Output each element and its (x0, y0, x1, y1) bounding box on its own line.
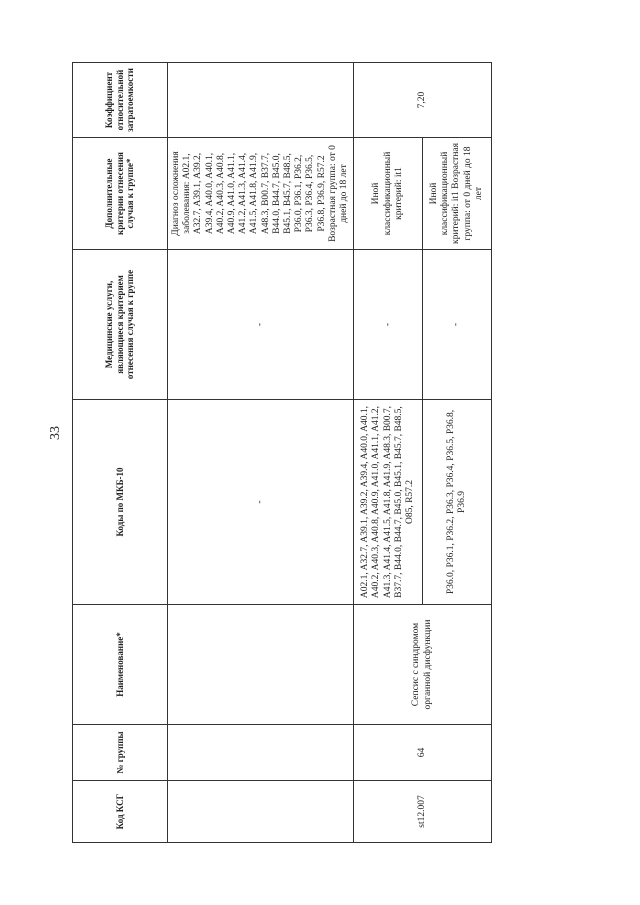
cell-group-no (168, 725, 354, 781)
header-name: Наименование* (73, 605, 168, 725)
header-icd-codes: Коды по МКБ-10 (73, 400, 168, 605)
table-row (168, 63, 354, 843)
header-group-no: № группы (73, 725, 168, 781)
page-number: 33 (48, 426, 63, 440)
cell-services: - (168, 250, 354, 400)
cell-group-no: 64 (354, 725, 492, 781)
header-services: Медицинские услуги, являющиеся критерием отнесения случая к группе (73, 250, 168, 400)
table-row (354, 63, 423, 843)
cell-services: - (423, 250, 492, 400)
cell-icd-codes: - (168, 400, 354, 605)
header-code: Код КСГ (73, 781, 168, 843)
cell-name: Сепсис с синдромом органной дисфункции (354, 605, 492, 725)
header-extra-criteria: Дополнительные критерии отнесения случая к группе* (73, 138, 168, 250)
ksg-table-wrapper (72, 63, 492, 843)
table-header-row (73, 63, 168, 843)
cell-coef (168, 63, 354, 138)
cell-code (168, 781, 354, 843)
ksg-table (72, 62, 492, 843)
cell-name (168, 605, 354, 725)
cell-services: - (354, 250, 423, 400)
cell-coef: 7,20 (354, 63, 492, 138)
cell-extra-criteria: Иной классификационный критерий: it1 Возрастная группа: от 0 дней до 18 лет (423, 138, 492, 250)
cell-icd-codes: P36.0, P36.1, P36.2, P36.3, P36.4, P36.5, P36.8, P36.9 (423, 400, 492, 605)
cell-icd-codes: A02.1, A32.7, A39.1, A39.2, A39.4, A40.0, A40.1, A40.2, A40.3, A40.8, A40.9, A41.0, A41.1, A41.2, A41.3, A41.4, A41.5, A41.8, A41.9, A48.3, B00.7, B37.7, B44.0, B44.7, B45.0, B45.1, B45.7, B48.5, O85, R57.2 (354, 400, 423, 605)
cell-extra-criteria: Иной классификационный критерий: it1 (354, 138, 423, 250)
header-coef: Коэффициент относительной затратоемкости (73, 63, 168, 138)
cell-code: st12.007 (354, 781, 492, 843)
cell-extra-criteria: Диагноз осложнения заболевания: A02.1, A32.7, A39.1, A39.2, A39.4, A40.0, A40.1, A40.2, A40.3, A40.8, A40.9, A41.0, A41.1, A41.2, A41.3, A41.4, A41.5, A41.8, A41.9, A48.3, B00.7, B37.7, B44.0, B44.7, B45.0, B45.1, B45.7, B48.5, P36.0, P36.1, P36.2, P36.3, P36.4, P36.5, P36.8, P36.9, R57.2 Возрастная группа: от 0 дней до 18 лет (168, 138, 354, 250)
